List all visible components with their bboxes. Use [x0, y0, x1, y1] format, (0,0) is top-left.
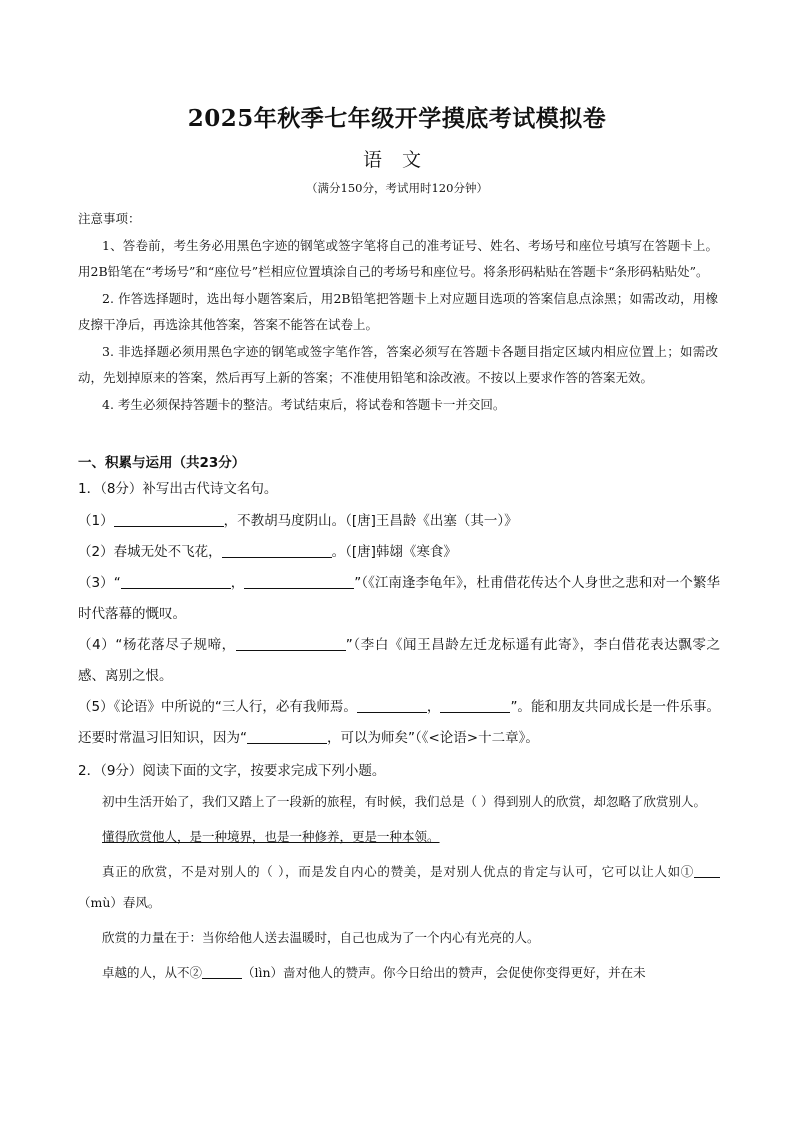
answer-blank[interactable] [244, 574, 354, 589]
passage-paragraph [78, 856, 720, 918]
q1-part-3-sep: ， [230, 575, 245, 591]
subject-heading: 语文 [362, 149, 441, 171]
question-2-stem: 2．（9分）阅读下面的文字，按要求完成下列小题。 [78, 763, 386, 779]
reading-passage [78, 786, 720, 988]
q1-part-4-source: ”（李白《闻王昌龄左迁龙标遥有此寄》，李白借花表达飘零之感、离别之恨。 [78, 637, 720, 684]
notes-item: 2. 作答选择题时，选出每小题答案后，用2B铅笔把答题卡上对应题目选项的答案信息点涂黑；如需改动，用橡皮擦干净后，再选涂其他答案，答案不能答在试卷上。 [78, 290, 718, 332]
passage-text: （lìn）啬对他人的赞声。你今日给出的赞声，会促使你变得更好，并在未 [242, 965, 646, 980]
q1-part-1-prefix: （1） [78, 513, 114, 529]
question-1-part-4 [78, 630, 720, 692]
q1-part-5-sep: ， [426, 699, 441, 715]
answer-blank[interactable] [247, 729, 327, 744]
notes-item: 4. 考生必须保持答题卡的整洁。考试结束后，将试卷和答题卡一并交回。 [102, 396, 506, 412]
q1-part-5-end: ，可以为师矣”（《<论语>十二章》。 [327, 730, 539, 746]
q1-part-5-text: （5）《论语》中所说的“三人行，必有我师焉。 [78, 699, 357, 715]
notes-item: 1、答卷前，考生务必用黑色字迹的钢笔或签字笔将自己的准考证号、姓名、考场号和座位号填写在答题卡上。用2B铅笔在“考场号”和“座位号”栏相应位置填涂自己的考场号和座位号。将条形码粘贴在答题卡“条形码粘贴处”。 [78, 237, 718, 279]
notes-item: 3. 非选择题必须用黑色字迹的钢笔或签字笔作答，答案必须写在答题卡各题目指定区域内相应位置上；如需改动，先划掉原来的答案，然后再写上新的答案；不准使用铅笔和涂改液。不按以上要求作答的答案无效。 [78, 343, 718, 385]
q1-part-3-prefix: （3）“ [78, 575, 121, 591]
score-note: （满分150分，考试用时120分钟） [306, 181, 488, 195]
q1-part-1-text: ，不教胡马度阴山。（[唐]王昌龄《出塞（其一）》 [223, 513, 518, 529]
q1-part-3-text: ”（《江南逢李龟年》，杜甫借花传达个人身世之悲和对一个繁华时代落幕的慨叹。 [78, 575, 721, 622]
exam-title: 2025年秋季七年级开学摸底考试模拟卷 [187, 105, 607, 132]
passage-text: 真正的欣赏，不是对别人的（ ），而是发自内心的赞美，是对别人优点的肯定与认可，它可以让人如① [102, 864, 694, 879]
question-1-part-2 [78, 537, 720, 568]
answer-blank[interactable] [694, 863, 720, 878]
q1-part-5-mid: ”。能和朋友共同成长是一件乐事。还要时常温习旧知识，因为“ [78, 699, 720, 746]
notes-heading: 注意事项： [78, 211, 141, 226]
answer-blank[interactable] [222, 543, 332, 558]
q1-part-2-text: （2）春城无处不飞花， [78, 544, 222, 560]
notes-block [78, 206, 718, 418]
passage-text: 卓越的人，从不② [102, 965, 203, 980]
answer-blank[interactable] [202, 964, 242, 979]
passage-text: （mù）春风。 [78, 895, 161, 910]
passage-paragraph [78, 821, 720, 852]
underlined-sentence: 懂得欣赏他人，是一种境界，也是一种修养，更是一种本领。 [102, 829, 440, 844]
question-1-part-3 [78, 568, 720, 630]
q1-part-2-source: 。（[唐]韩翃《寒食》 [331, 544, 457, 560]
passage-paragraph: 欣赏的力量在于：当你给他人送去温暖时，自己也成为了一个内心有光亮的人。 [102, 930, 540, 945]
answer-blank[interactable] [236, 636, 346, 651]
answer-blank[interactable] [121, 574, 231, 589]
question-1-stem: 1．（8分）补写出古代诗文名句。 [78, 481, 278, 497]
passage-paragraph [78, 957, 720, 988]
answer-blank[interactable] [357, 698, 427, 713]
q1-part-4-text: （4）“杨花落尽子规啼， [78, 637, 236, 653]
question-1-part-5 [78, 692, 720, 754]
passage-paragraph: 初中生活开始了，我们又踏上了一段新的旅程，有时候，我们总是（ ）得到别人的欣赏，却忽略了欣赏别人。 [102, 794, 706, 809]
answer-blank[interactable] [114, 512, 224, 527]
section-heading: 一、积累与运用（共23分） [78, 455, 246, 471]
question-1-part-1 [78, 506, 720, 537]
answer-blank[interactable] [440, 698, 510, 713]
